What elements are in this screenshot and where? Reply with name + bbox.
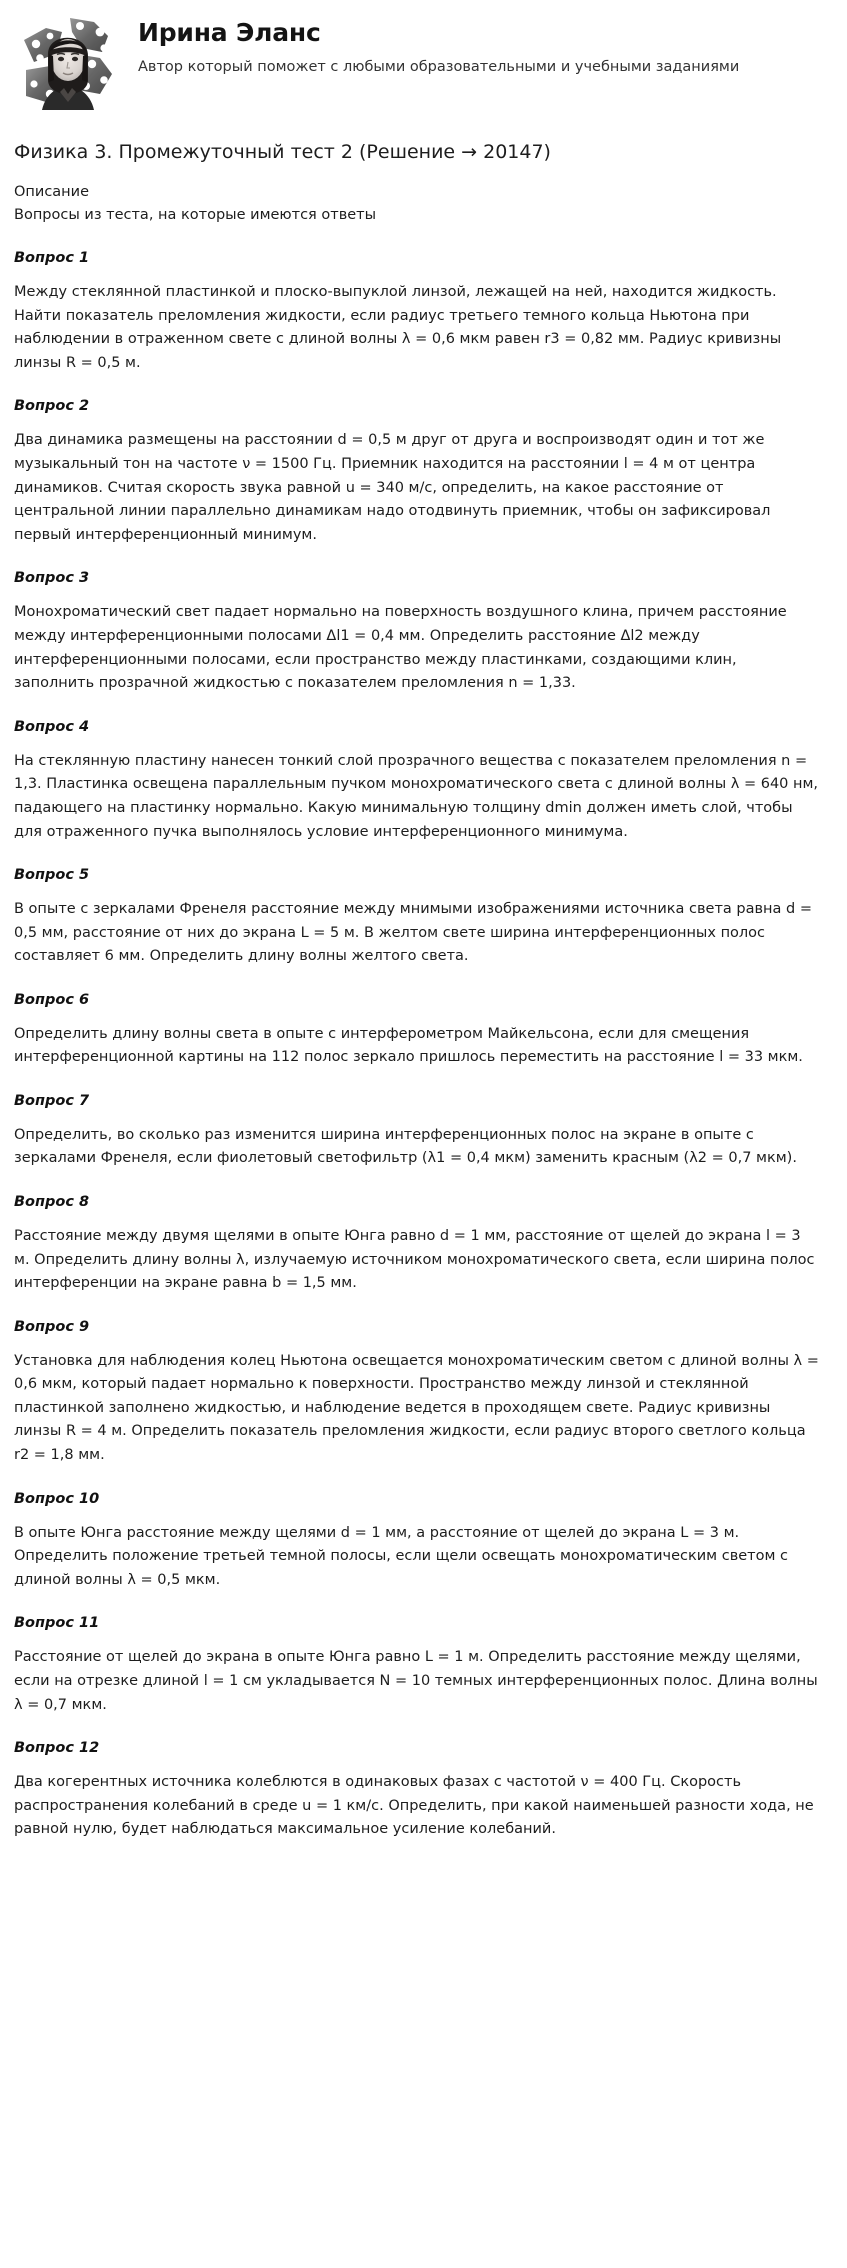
question-heading: Вопрос 11	[14, 1615, 100, 1632]
question-block	[14, 866, 833, 969]
question-heading: Вопрос 9	[14, 1318, 90, 1335]
question-heading: Вопрос 4	[14, 718, 90, 735]
avatar-photo-icon	[16, 14, 120, 110]
author-text-block	[138, 14, 739, 78]
question-heading: Вопрос 8	[14, 1194, 90, 1211]
question-heading: Вопрос 12	[14, 1740, 100, 1757]
question-body: В опыте с зеркалами Френеля расстояние между мнимыми изображениями источника света равна d = 0,5 мм, расстояние от них до экрана L = 5 м. В желтом свете ширина интерференционных полос составляет 6 мм. Определить длину волны желтого света.	[14, 900, 812, 965]
author-name: Ирина Эланс	[138, 18, 321, 47]
question-block	[14, 991, 833, 1070]
author-tagline: Автор который поможет с любыми образовательными и учебными заданиями	[138, 58, 740, 75]
description-text: Вопросы из теста, на которые имеются ответы	[14, 207, 377, 224]
question-body: В опыте Юнга расстояние между щелями d = 1 мм, а расстояние от щелей до экрана L = 3 м. Определить положение третьей темной полосы, если щели освещать монохроматическим светом с длиной волны λ = 0,5 мкм.	[14, 1524, 789, 1588]
question-body: На стеклянную пластину нанесен тонкий слой прозрачного вещества с показателем преломления n = 1,3. Пластинка освещена параллельным пучком монохроматического света с длиной волны λ = 640 нм, падающего на пластинку нормально. Какую минимальную толщину dmin должен иметь слой, чтобы для отраженного пучка выполнялось условие интерференционного минимума.	[14, 752, 819, 840]
question-block	[14, 1092, 833, 1171]
page-title: Физика 3. Промежуточный тест 2 (Решение → 20147)	[14, 141, 551, 163]
description-label: Описание	[14, 183, 89, 200]
question-heading: Вопрос 7	[14, 1092, 90, 1109]
question-heading: Вопрос 1	[14, 250, 90, 267]
question-body: Два когерентных источника колеблются в одинаковых фазах с частотой ν = 400 Гц. Скорость распространения колебаний в среде u = 1 км/с. Определить, при какой наименьшей разности хода, не равной нулю, будет наблюдаться максимальное усиление колебаний.	[14, 1774, 814, 1838]
question-block	[14, 249, 833, 375]
question-block	[14, 1490, 833, 1593]
question-heading: Вопрос 3	[14, 570, 90, 587]
question-body: Расстояние от щелей до экрана в опыте Юнга равно L = 1 м. Определить расстояние между щелями, если на отрезке длиной l = 1 см укладывается N = 10 темных интерференционных полос. Длина волны λ = 0,7 мкм.	[14, 1649, 818, 1713]
question-body: Расстояние между двумя щелями в опыте Юнга равно d = 1 мм, расстояние от щелей до экрана l = 3 м. Определить длину волны λ, излучаемую источником монохроматического света, если ширина полос интерференции на экране равна b = 1,5 мм.	[14, 1227, 815, 1292]
avatar	[16, 14, 120, 110]
question-body: Определить длину волны света в опыте с интерферометром Майкельсона, если для смещения интерференционной картины на 112 полос зеркало пришлось переместить на расстояние l = 33 мкм.	[14, 1025, 803, 1066]
questions-list	[14, 249, 833, 1842]
question-block	[14, 569, 833, 695]
question-block	[14, 718, 833, 844]
question-block	[14, 1193, 833, 1296]
question-body: Определить, во сколько раз изменится ширина интерференционных полос на экране в опыте с зеркалами Френеля, если фиолетовый светофильтр (λ1 = 0,4 мкм) заменить красным (λ2 = 0,7 мкм).	[14, 1126, 797, 1167]
question-heading: Вопрос 2	[14, 398, 90, 415]
question-body: Два динамика размещены на расстоянии d = 0,5 м друг от друга и воспроизводят один и тот же музыкальный тон на частоте ν = 1500 Гц. Приемник находится на расстоянии l = 4 м от центра динамиков. Считая скорость звука равной u = 340 м/с, определить, на какое расстояние от центральной линии параллельно динамикам надо отодвинуть приемник, чтобы он зафиксировал первый интерференционный минимум.	[14, 432, 771, 543]
question-block	[14, 397, 833, 547]
question-body: Монохроматический свет падает нормально на поверхность воздушного клина, причем расстояние между интерференционными полосами Δl1 = 0,4 мм. Определить расстояние Δl2 между интерференционными полосами, если пространство между пластинками, создающими клин, заполнить прозрачной жидкостью с показателем преломления n = 1,33.	[14, 604, 787, 692]
question-heading: Вопрос 10	[14, 1490, 100, 1507]
author-header	[14, 10, 833, 110]
question-heading: Вопрос 6	[14, 991, 90, 1008]
question-body: Установка для наблюдения колец Ньютона освещается монохроматическим светом с длиной волны λ = 0,6 мкм, который падает нормально к поверхности. Пространство между линзой и стеклянной пластинкой заполнено жидкостью, и наблюдение ведется в проходящем свете. Радиус кривизны линзы R = 4 м. Определить показатель преломления жидкости, если радиус второго светлого кольца r2 = 1,8 мм.	[14, 1352, 819, 1464]
question-block	[14, 1739, 833, 1842]
question-body: Между стеклянной пластинкой и плоско-выпуклой линзой, лежащей на ней, находится жидкость. Найти показатель преломления жидкости, если радиус третьего темного кольца Ньютона при наблюдении в отраженном свете с длиной волны λ = 0,6 мкм равен r3 = 0,82 мм. Радиус кривизны линзы R = 0,5 м.	[14, 283, 782, 371]
question-block	[14, 1318, 833, 1468]
question-heading: Вопрос 5	[14, 867, 90, 884]
question-block	[14, 1614, 833, 1717]
